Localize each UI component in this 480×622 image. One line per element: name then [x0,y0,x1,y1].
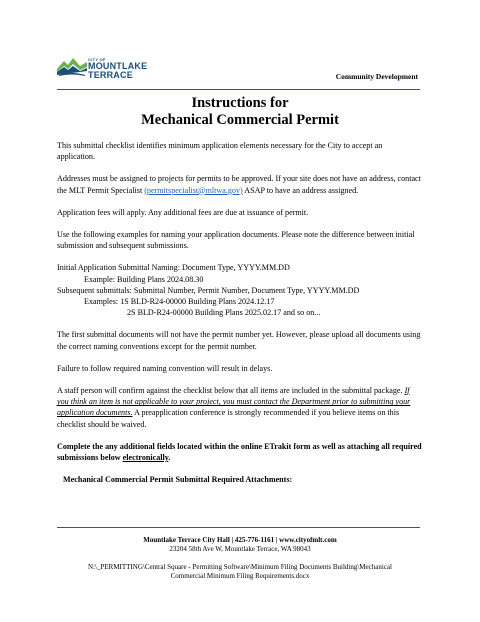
naming-examples [57,262,422,318]
logo-text [88,58,147,80]
mountain-logo-icon [57,56,87,78]
staff-text-pre: A staff person will confirm against the checklist below that all items are included in the submittal package. [57,386,405,396]
staff-text-emphasis: If you think an item is not applicable to your project, you must contact the Department prior to submitting your application documents. [57,386,411,418]
address-text-post: ASAP to have an address assigned. [242,185,359,195]
paragraph-first-submittal: The first submittal documents will not have the permit number yet. However, please upload all documents using the correct naming conventions except for the permit number. [57,330,421,351]
naming-subsequent: Subsequent submittals: Submittal Number, Permit Number, Document Type, YYYY.MM.DD [57,285,360,295]
footer-divider [57,527,420,528]
header-divider [57,89,420,90]
title-line-2: Mechanical Commercial Permit [141,112,339,128]
instructions-body [57,140,422,485]
paragraph-failure-warning: Failure to follow required naming convention will result in delays. [57,363,273,373]
paragraph-intro: This submittal checklist identifies minimum application elements necessary for the City to accept an application. [57,141,383,162]
paragraph-etrakit [57,441,422,463]
etrakit-text-underlined: electronically [122,453,169,463]
permit-specialist-email-link[interactable]: (permitspecialist@mltwa.gov) [144,185,243,195]
footer-contact: Mountlake Terrace City Hall | 425-776-1161 | www.cityofmlt.com [143,536,337,544]
etrakit-text-post: . [168,453,171,463]
etrakit-text-pre: Complete the any additional fields located within the online ETrakit form as well as attaching all required submissions below [57,441,422,463]
attachments-heading: Mechanical Commercial Permit Submittal Required Attachments: [63,475,293,485]
logo-terrace: TERRACE [88,70,133,80]
footer-path-line-1: N:\_PERMITTING\Central Square - Permitting Software\Minimum Filing Documents Building\Mechanical [88,563,392,571]
paragraph-staff-confirm [57,385,422,430]
logo-mountlake: MOUNTLAKE [88,61,148,71]
page-title [0,95,480,129]
logo-city-of: CITY OF [88,57,106,62]
footer-address: 23204 58th Ave W, Mountlake Terrace, WA 98043 [169,545,311,553]
paragraph-naming-intro: Use the following examples for naming your application documents. Please note the difference between initial submission and subsequent submissions. [57,230,415,251]
footer-path-line-2: Commercial Minimum Filing Requirements.docx [170,572,310,580]
paragraph-address [57,173,422,195]
city-logo [57,55,147,85]
naming-subsequent-example-2: 2S BLD-R24-00000 Building Plans 2025.02.17 and so on... [127,308,321,318]
title-line-1: Instructions for [191,95,289,111]
paragraph-fees: Application fees will apply. Any additional fees are due at issuance of permit. [57,207,309,217]
staff-text-post: A preapplication conference is strongly recommended if you believe items on this checklist should be waived. [57,408,400,429]
department-label: Community Development [335,72,418,81]
naming-initial-example: Example: Building Plans 2024.08.30 [84,274,204,284]
address-text-pre: Addresses must be assigned to projects for permits to be approved. If your site does not have an address, contact the MLT Permit Specialist [57,174,421,195]
naming-initial: Initial Application Submittal Naming: Document Type, YYYY.MM.DD [57,263,290,273]
naming-subsequent-example-1: Examples: 1S BLD-R24-00000 Building Plans 2024.12.17 [84,297,275,307]
